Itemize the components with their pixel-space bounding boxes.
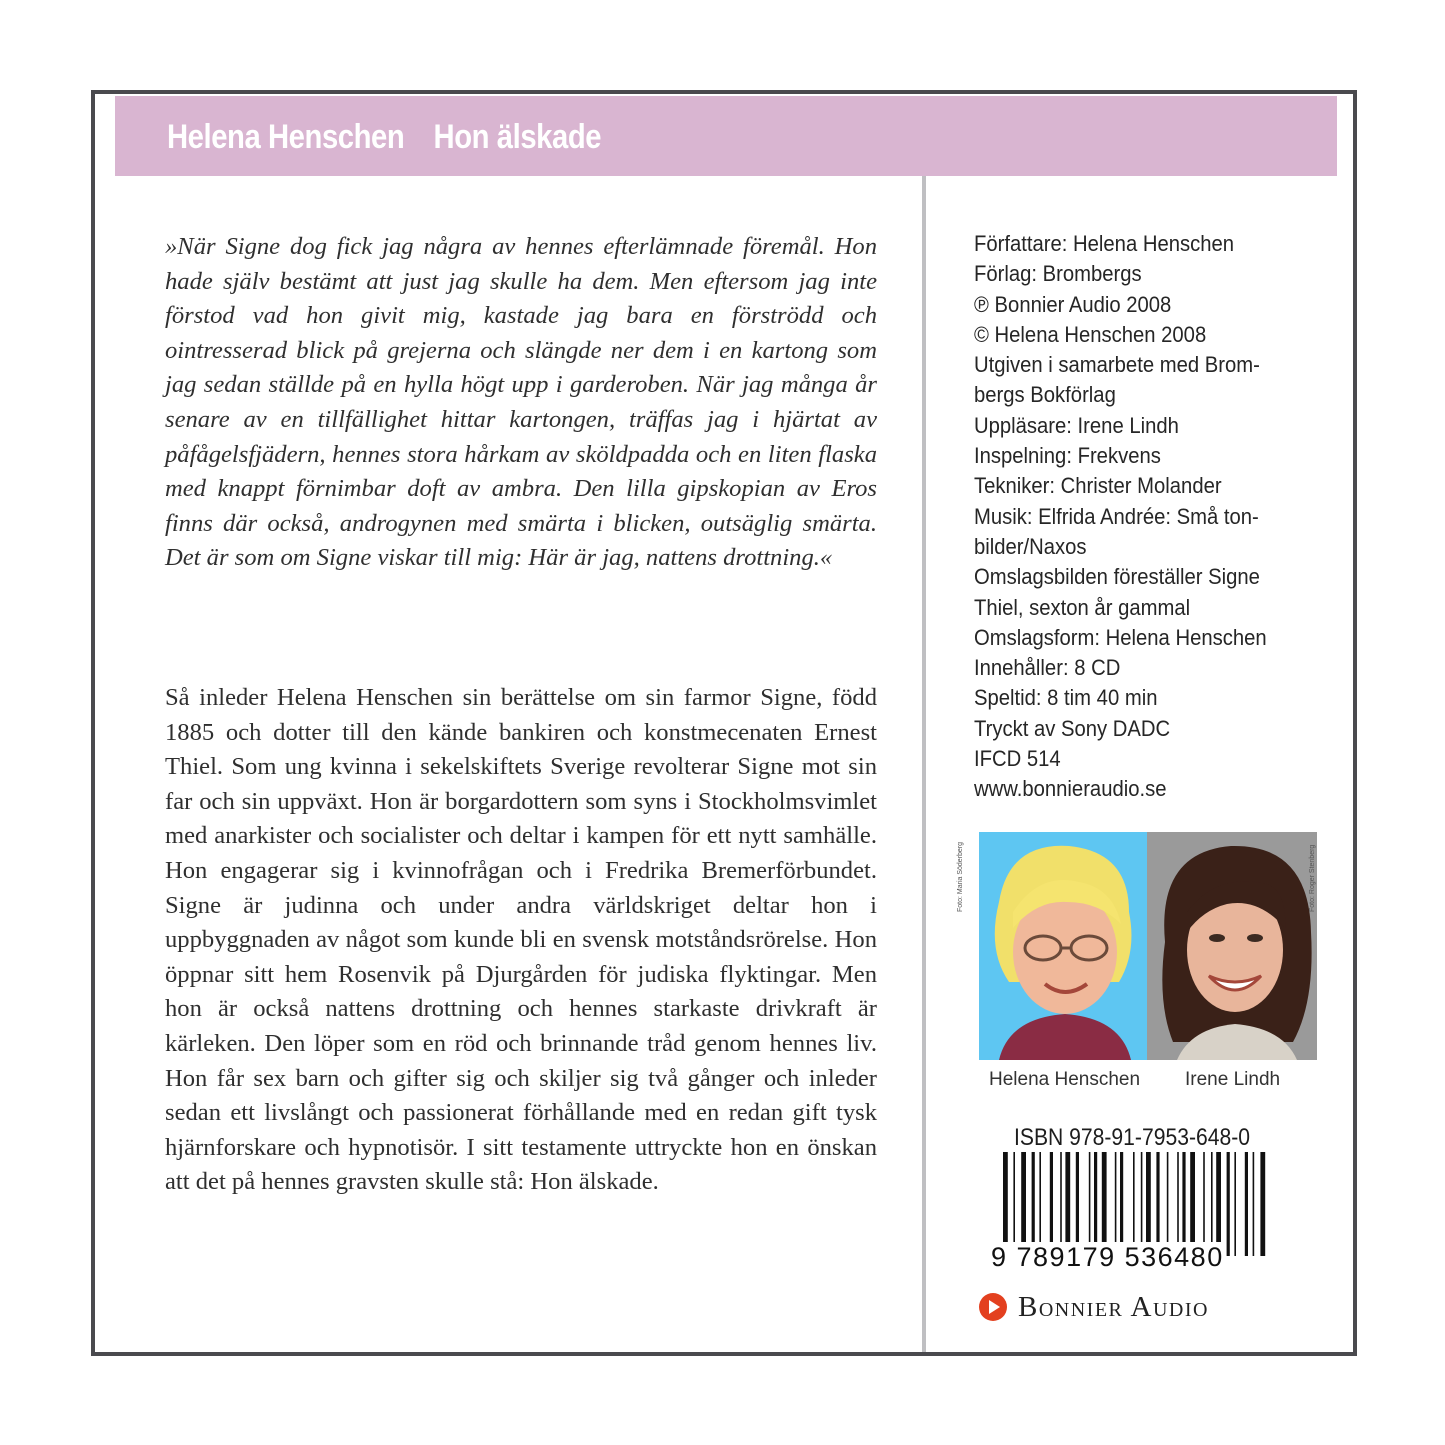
isbn-number: ISBN 978-91-7953-648-0 [1014,1124,1250,1151]
credit-line: Innehåller: 8 CD [974,655,1121,681]
audiobook-back-cover [91,90,1357,1356]
credit-line: bilder/Naxos [974,533,1087,559]
credit-line: Förlag: Brombergs [974,261,1142,287]
barcode-number: 9 789179 536480 [991,1242,1224,1272]
photo-credit: Foto: Roger Stenberg [1309,844,1316,912]
credit-line: Thiel, sexton år gammal [974,594,1191,620]
description-text: Så inleder Helena Henschen sin berättelse om sin farmor Signe, född 1885 och dotter till den kände bankiren och konstmecenaten Ernest Thiel. Som ung kvinna i sekelskiftets Sverige revolterar Signe mot sin far och sin uppväxt. Hon är borgardottern som syns i Stockholmsvimlet med anarkister och socialister och deltar i kampen för ett nytt samhälle. Hon engagerar sig i kvinnofrågan och i Fredrika Bremerförbundet. Signe är judinna och under andra världskriget deltar hon i uppbyggnaden av något som kunde bli en svensk motståndsrörelse. Hon öppnar sitt hem Rosenvik på Djurgården för judiska flyktingar. Men hon är också nattens drottning och hennes starkaste drivkraft är kärleken. Den löper som en röd och brinnande tråd genom hennes liv. Hon får sex barn och gifter sig och skiljer sig två gånger och inleder sedan ett livslångt och passionerat förhållande med en redan gift tysk hjärnforskare och hypnotisör. I sitt testamente uttryckte hon en önskan att det på hennes gravsten skulle stå: Hon älskade. [165,684,877,1196]
credit-line: Inspelning: Frekvens [974,443,1161,469]
credit-line: IFCD 514 [974,746,1061,772]
photo-caption: Irene Lindh [1185,1069,1281,1090]
credit-line: Musik: Elfrida Andrée: Små ton- [974,503,1259,529]
credit-line: bergs Bokförlag [974,382,1116,408]
barcode-digits [989,1242,1329,1273]
banner-author: Helena Henschen [167,118,405,156]
credit-line: Tryckt av Sony DADC [974,715,1171,741]
publisher-name: Bonnier Audio [1018,1290,1209,1323]
play-circle-icon [978,1292,1008,1322]
credit-line: Speltid: 8 tim 40 min [974,685,1158,711]
credit-line: ℗ Bonnier Audio 2008 [974,291,1172,317]
photo-credit: Foto: Maria Söderberg [957,841,964,912]
photo-irene-lindh [1147,832,1317,1060]
credit-line: © Helena Henschen 2008 [974,321,1207,347]
credit-line: Uppläsare: Irene Lindh [974,412,1179,438]
banner-title: Hon älskade [433,118,602,156]
portrait-photos [953,832,1317,1102]
credit-line: Utgiven i samarbete med Brom- [974,352,1260,378]
credit-line: Författare: Helena Henschen [974,231,1235,256]
column-divider [922,176,926,1352]
photo-helena-henschen [957,832,1147,1060]
credits-list [974,229,1314,805]
banner-text [167,118,601,157]
credit-line: www.bonnieraudio.se [974,776,1167,802]
credit-line: Tekniker: Christer Molander [974,473,1222,499]
portrait-woman-smiling-icon [1147,832,1317,1060]
photo-caption: Helena Henschen [989,1069,1141,1090]
credit-line: Omslagsbilden föreställer Signe [974,564,1260,590]
publisher-logo [978,1290,1209,1324]
credit-line: Omslagsform: Helena Henschen [974,624,1267,650]
portrait-woman-glasses-icon [979,832,1147,1060]
intro-quote: »När Signe dog fick jag några av hennes efterlämnade föremål. Hon hade själv bestämt att just jag skulle ha dem. Men eftersom jag inte förstod vad hon givit mig, kastade jag bara en förströdd och ointresserad blick på grejerna och slängde ner dem i en kartong som jag sedan ställde på en hylla högt upp i garderoben. När jag många år senare av en tillfällighet hittar kartongen, träffas jag i hjärtat av påfågelsfjädern, hennes stora hårkam av sköldpadda och en liten flaska med knappt förnimbar doft av ambra. Den lilla gipskopian av Eros finns där också, androgynen med smärta i blicken, outsäglig smärta. Det är som om Signe viskar till mig: Här är jag, nattens drottning.« [165,233,877,572]
title-banner [115,96,1337,176]
